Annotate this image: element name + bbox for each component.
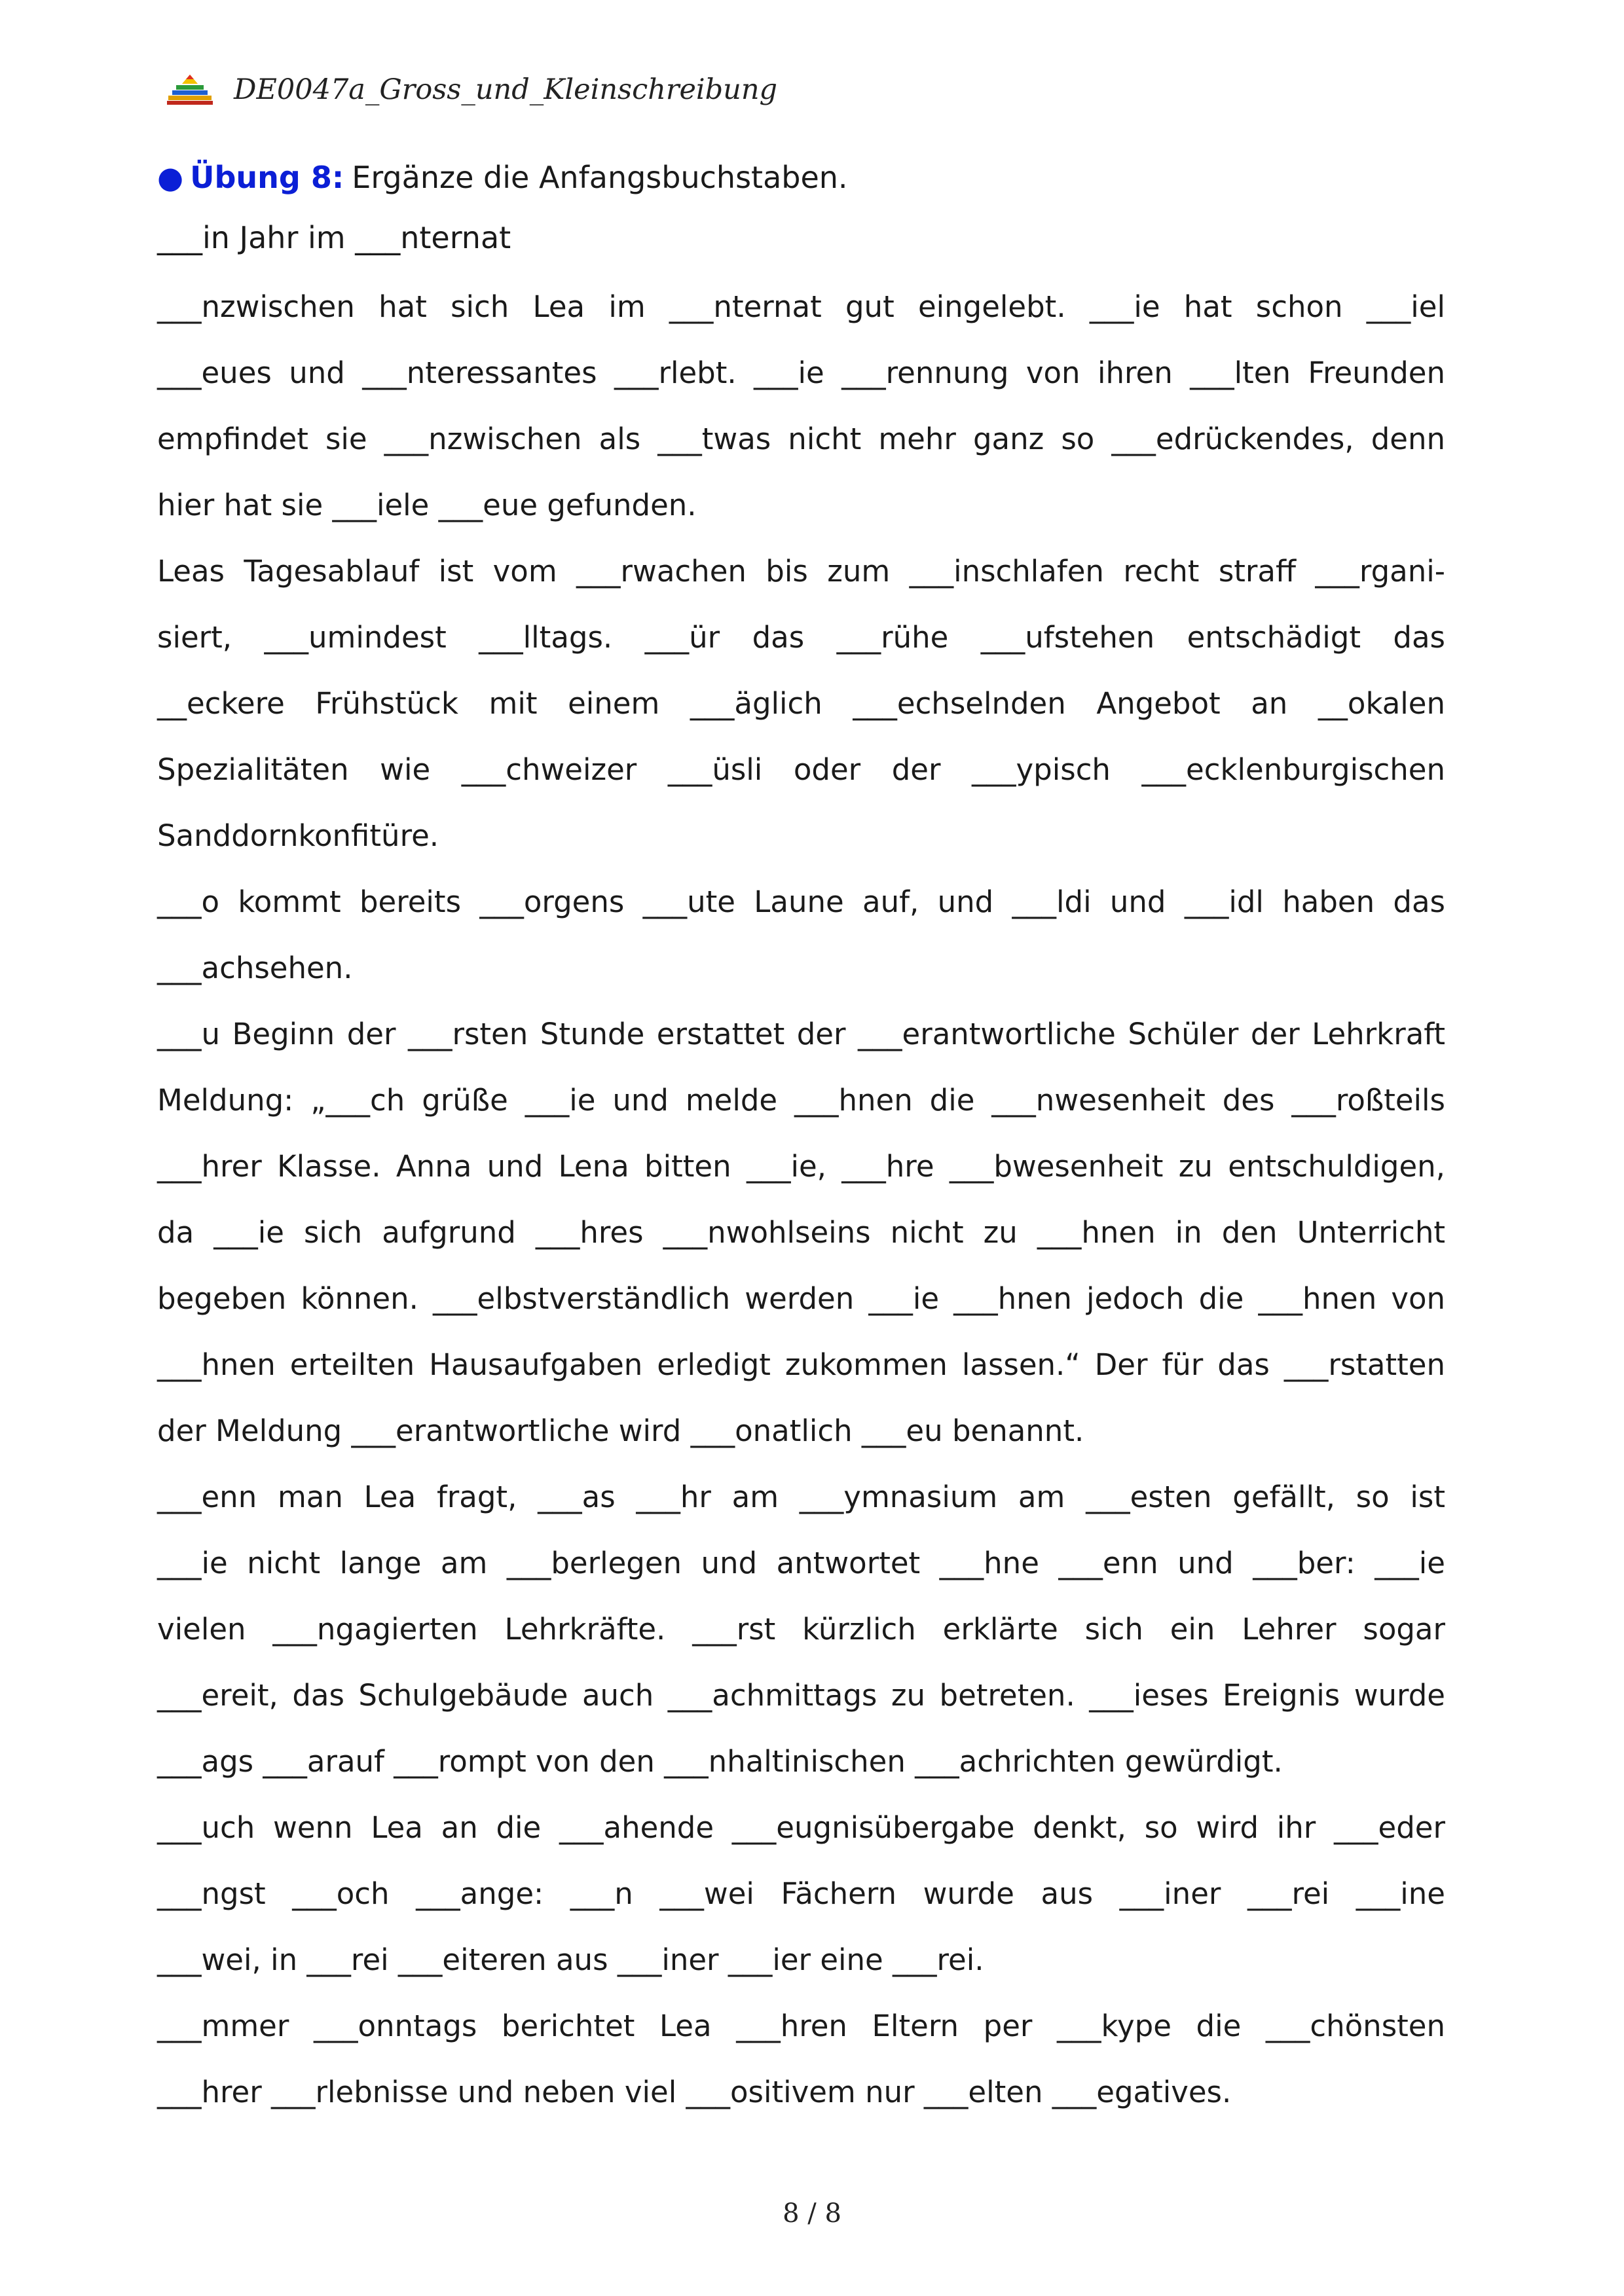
text-line: ___achsehen. [157, 951, 353, 985]
exercise-label: Übung 8: [190, 160, 344, 195]
text-line: ___ie nicht lange am ___berlegen und antwortet ___hne ___enn und ___ber: ___ie [157, 1546, 1445, 1580]
text-line: hier hat sie ___iele ___eue gefunden. [157, 488, 697, 522]
text-line: ___nzwischen hat sich Lea im ___nternat gut eingelebt. ___ie hat schon ___iel [157, 289, 1445, 324]
text-line: __eckere Frühstück mit einem ___äglich ___echselnden Angebot an __okalen [157, 686, 1445, 721]
text-line: siert, ___umindest ___lltags. ___ür das ___rühe ___ufstehen entschädigt das [157, 620, 1445, 655]
text-line: ___enn man Lea fragt, ___as ___hr am ___ymnasium am ___esten gefällt, so ist [157, 1480, 1445, 1514]
text-line: empfindet sie ___nzwischen als ___twas nicht mehr ganz so ___edrückendes, denn [157, 422, 1445, 456]
page-number: 8 / 8 [783, 2198, 841, 2229]
document-title: DE0047a_Gross_und_Kleinschreibung [234, 73, 778, 106]
bullet-icon: ● [157, 160, 184, 195]
text-line: ___o kommt bereits ___orgens ___ute Laune auf, und ___ldi und ___idl haben das [157, 884, 1445, 919]
text-line: ___eues und ___nteressantes ___rlebt. ___ie ___rennung von ihren ___lten Freunden [157, 355, 1445, 390]
page-header [167, 73, 777, 106]
text-line: vielen ___ngagierten Lehrkräfte. ___rst kürzlich erklärte sich ein Lehrer sogar [157, 1612, 1445, 1647]
text-line: ___ereit, das Schulgebäude auch ___achmittags zu betreten. ___ieses Ereignis wurde [157, 1678, 1445, 1713]
exercise-section [157, 155, 1445, 2129]
text-line: ___wei, in ___rei ___eiteren aus ___iner ___ier eine ___rei. [157, 1942, 984, 1977]
text-line: ___hrer Klasse. Anna und Lena bitten ___ie, ___hre ___bwesenheit zu entschuldigen, [157, 1149, 1445, 1184]
text-title: ___in Jahr im ___nternat [157, 220, 511, 255]
text-line: der Meldung ___erantwortliche wird ___onatlich ___eu benannt. [157, 1413, 1084, 1448]
text-line: ___uch wenn Lea an die ___ahende ___eugnisübergabe denkt, so wird ihr ___eder [157, 1810, 1445, 1845]
text-line: begeben können. ___elbstverständlich werden ___ie ___hnen jedoch die ___hnen von [157, 1281, 1445, 1316]
exercise-heading [157, 155, 1445, 211]
text-line: ___hrer ___rlebnisse und neben viel ___ositivem nur ___elten ___egatives. [157, 2075, 1232, 2109]
text-line: ___ngst ___och ___ange: ___n ___wei Fächern wurde aus ___iner ___rei ___ine [157, 1876, 1445, 1911]
text-line: da ___ie sich aufgrund ___hres ___nwohlseins nicht zu ___hnen in den Unterricht [157, 1215, 1445, 1250]
text-line: Spezialitäten wie ___chweizer ___üsli oder der ___ypisch ___ecklenburgischen [157, 752, 1445, 787]
text-line: ___mmer ___onntags berichtet Lea ___hren Eltern per ___kype die ___chönsten [157, 2009, 1445, 2043]
text-line: ___ags ___arauf ___rompt von den ___nhaltinischen ___achrichten gewürdigt. [157, 1744, 1283, 1779]
books-logo-icon [167, 73, 213, 106]
text-line: ___hnen erteilten Hausaufgaben erledigt zukommen lassen.“ Der für das ___rstatten [157, 1347, 1445, 1382]
text-line: Leas Tagesablauf ist vom ___rwachen bis zum ___inschlafen recht straff ___rgani- [157, 554, 1445, 589]
text-line: Sanddornkonfitüre. [157, 818, 439, 853]
text-line: Meldung: „___ch grüße ___ie und melde ___hnen die ___nwesenheit des ___roßteils [157, 1083, 1445, 1118]
exercise-instruction: Ergänze die Anfangsbuchstaben. [352, 160, 848, 195]
text-line: ___u Beginn der ___rsten Stunde erstattet der ___erantwortliche Schüler der Lehrkraft [157, 1017, 1445, 1051]
